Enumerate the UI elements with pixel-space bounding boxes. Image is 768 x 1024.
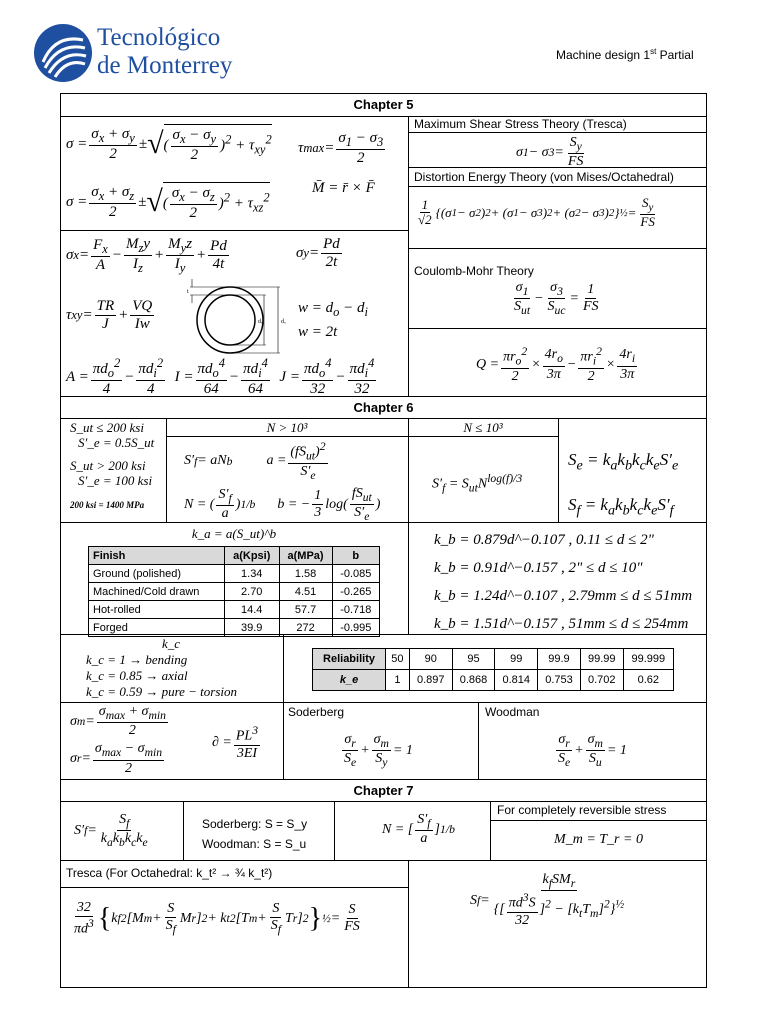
table-row	[89, 547, 380, 565]
tau-max: τ max = $\frac{\sigma_1 - \sigma_3}{2}$	[298, 130, 384, 167]
table-header: Reliability	[313, 649, 386, 670]
reversible-title: For completely reversible stress	[497, 803, 667, 817]
kc-list: k_c k_c = 1 → bending k_c = 0.85 → axial k_c = 0.59 → pure − torsion	[86, 636, 238, 699]
tube-section-diagram	[180, 278, 292, 362]
table-cell: 0.62	[623, 670, 673, 691]
table-header: Finish	[89, 547, 225, 565]
endurance-rules: S_ut ≤ 200 ksi S′_e = 0.5S_ut S_ut > 200 ksi S′_e = 100 ksi 200 ksi = 1400 MPa	[70, 420, 155, 510]
table-header: k_e	[313, 670, 386, 691]
von-mises-title: Distortion Energy Theory (von Mises/Octahedral)	[414, 170, 674, 184]
tresca-diameter-formula: $\frac{32}{\pi d^3}$ { k f 2 [M m + $\frac{S}{S_f}$ M r ] 2 + k t 2 [T m + $\frac{S}{S_f}$ T r ] 2 } ½ = $\frac{S}{FS}$	[74, 900, 360, 937]
course-title: Machine design 1st Partial	[556, 47, 694, 62]
chapter5-title: Chapter 5	[353, 97, 414, 112]
n-greater-header: N > 10³	[266, 420, 308, 435]
principal-stress-xy: σ = $\frac{\sigma_x + \sigma_y}{2}$ ± √ ( $\frac{\sigma_x - \sigma_y}{2}$ )$^2 + \tau_{xy}^2$	[66, 125, 272, 164]
reversible-formula: M_m = T_r = 0	[554, 832, 643, 847]
table-cell: Hot-rolled	[89, 601, 225, 619]
wall-width: $w = d_o - d_i$ w = 2t	[298, 300, 368, 340]
chapter7-title: Chapter 7	[353, 783, 414, 798]
principal-stress-xz: σ = $\frac{\sigma_x + \sigma_z}{2}$ ± √ ( $\frac{\sigma_x - \sigma_z}{2}$ )$^2 + \tau_{xz}^2$	[66, 183, 270, 222]
table-cell: 0.753	[538, 670, 581, 691]
table-row	[89, 601, 380, 619]
tresca-formula: σ 1 − σ 3 = $\frac{S_y}{FS}$	[516, 135, 584, 170]
table-cell: 99	[495, 649, 538, 670]
kb-formulas: k_b = 0.879d^−0.107 , 0.11 ≤ d ≤ 2" k_b = 0.91d^−0.157 , 2" ≤ d ≤ 10" k_b = 1.24d^−0.107 , 2.79mm ≤ d ≤ 51mm k_b = 1.51d^−0.157 , 51mm ≤ d ≤ 254mm	[434, 532, 693, 632]
tresca-octahedral-title: Tresca (For Octahedral: k_t² → ¾ k_t²)	[66, 866, 273, 880]
tresca-title: Maximum Shear Stress Theory (Tresca)	[414, 117, 627, 131]
table-cell: Machined/Cold drawn	[89, 583, 225, 601]
table-row	[313, 649, 674, 670]
table-row	[89, 583, 380, 601]
ka-table	[88, 546, 380, 637]
logo-line1: Tecnológico	[97, 24, 221, 51]
table-cell: 90	[409, 649, 452, 670]
coulomb-mohr-formula: $\frac{\sigma_1}{S_{ut}}$ − $\frac{\sigma_3}{S_{uc}}$ = $\frac{1}{FS}$	[514, 280, 599, 318]
table-header: a(MPa)	[279, 547, 332, 565]
marin-equations: $S_e = k_ak_bk_ck_eS'_e$ $S_f = k_ak_bk_ck_eS'_f$	[568, 450, 679, 519]
table-cell: 1.58	[279, 565, 332, 583]
n-less-header: N ≤ 10³	[463, 420, 503, 435]
table-cell: 4.51	[279, 583, 332, 601]
logo	[33, 22, 253, 86]
chapter6-title: Chapter 6	[353, 400, 414, 415]
table-cell: 0.868	[452, 670, 495, 691]
table-cell: 99.99	[580, 649, 623, 670]
low-cycle-formula: $S'_f = S_{ut}N^{log(f)/3}$	[432, 472, 523, 495]
sigma-x-combined: σ x = $\frac{F_x}{A}$ − $\frac{M_zy}{I_z}$ + $\frac{M_yz}{I_y}$ + $\frac{Pd}{4t}$	[66, 236, 227, 276]
table-cell: -0.265	[332, 583, 379, 601]
table-row	[89, 565, 380, 583]
table-cell: 50	[386, 649, 410, 670]
woodman-formula: $\frac{\sigma_r}{S_e}$ + $\frac{\sigma_m}{S_u}$ = 1	[558, 732, 627, 770]
corrected-fatigue: S′ f = $\frac{S_f}{k_ak_bk_ck_e}$	[74, 812, 148, 850]
table-header: a(Kpsi)	[224, 547, 279, 565]
table-cell: 95	[452, 649, 495, 670]
tau-xy-shear: τ xy = $\frac{TR}{J}$ + $\frac{VQ}{Iw}$	[66, 298, 153, 333]
table-cell: 0.814	[495, 670, 538, 691]
reliability-table	[312, 648, 674, 691]
criterion-strength: Soderberg: S = S_y Woodman: S = S_u	[202, 817, 308, 851]
table-row	[89, 619, 380, 637]
soderberg-formula: $\frac{\sigma_r}{S_e}$ + $\frac{\sigma_m}{S_y}$ = 1	[344, 732, 413, 770]
sf-reversible-formula: S f = $k_fSM_r$ {[ $\frac{\pi d^3S}{32}$ ]$^2 - [k_tT_m]^2\}^{\frac{1}{2}}$	[470, 872, 625, 928]
table-header: b	[332, 547, 379, 565]
table-cell: 39.9	[224, 619, 279, 637]
table-cell: -0.085	[332, 565, 379, 583]
svg-text:dₒ: dₒ	[281, 319, 286, 325]
von-mises-formula: $\frac{1}{√2}$ {(σ 1 − σ 2 ) 2 + (σ 1 − σ 3 ) 2 + (σ 2 − σ 3 ) 2 } ½ = $\frac{S_y}{FS}$	[418, 195, 655, 230]
table-cell: 57.7	[279, 601, 332, 619]
table-cell: Ground (polished)	[89, 565, 225, 583]
table-cell: Forged	[89, 619, 225, 637]
table-cell: 14.4	[224, 601, 279, 619]
moment-cross: M̄ = r̄ × F̄	[312, 180, 375, 196]
soderberg-title: Soderberg	[288, 705, 345, 719]
first-moment-q: Q = $\frac{\pi r_o^2}{2}$ × $\frac{4r_o}{3\pi}$ − $\frac{\pi r_i^2}{2}$ × $\frac{4r_i}{3\pi}$	[476, 345, 636, 384]
woodman-title: Woodman	[485, 705, 540, 719]
deflection-formula: ∂ = $\frac{PL^3}{3EI}$	[212, 724, 259, 761]
cycles-formula: N = [ $\frac{S'_f}{a}$ ] 1/b	[382, 812, 455, 847]
table-cell: 99.9	[538, 649, 581, 670]
sigma-y-hoop: σ y = $\frac{Pd}{2t}$	[296, 236, 340, 271]
coulomb-mohr-title: Coulomb-Mohr Theory	[414, 264, 534, 278]
table-cell: 0.897	[409, 670, 452, 691]
table-cell: 272	[279, 619, 332, 637]
svg-text:dᵢ: dᵢ	[258, 319, 262, 325]
logo-line2: de Monterrey	[97, 52, 233, 79]
svg-text:t: t	[187, 289, 189, 295]
table-cell: 1	[386, 670, 410, 691]
fatigue-strength-formulas: S′ f = aN b a = $\frac{(fS_{ut})^2}{S'_e}$ N = ( $\frac{S'_f}{a}$ ) 1/b b = − $\frac{1}{3}$ log( $\frac{fS_{ut}}{S'_e}$ )	[184, 440, 381, 524]
table-cell: -0.718	[332, 601, 379, 619]
table-row	[313, 670, 674, 691]
area-inertia-polar: A = $\frac{\pi d_o^2}{4}$ − $\frac{\pi d_i^2}{4}$ I = $\frac{\pi d_o^4}{64}$ − $\frac{\pi d_i^4}{64}$ J = $\frac{\pi d_o^4}{32}$ − $\frac{\pi d_i^4}{32}$	[66, 356, 375, 398]
logo-emblem-icon	[33, 22, 93, 84]
table-cell: 2.70	[224, 583, 279, 601]
table-cell: 0.702	[580, 670, 623, 691]
table-cell: 99.999	[623, 649, 673, 670]
ka-formula: k_a = a(S_ut)^b	[191, 526, 277, 541]
table-cell: 1.34	[224, 565, 279, 583]
table-cell: -0.995	[332, 619, 379, 637]
mean-alternating-stress: σ m = $\frac{\sigma_{max} + \sigma_{min}}{2}$ σ r = $\frac{\sigma_{max} - \sigma_{min}}{2}$	[70, 704, 166, 776]
